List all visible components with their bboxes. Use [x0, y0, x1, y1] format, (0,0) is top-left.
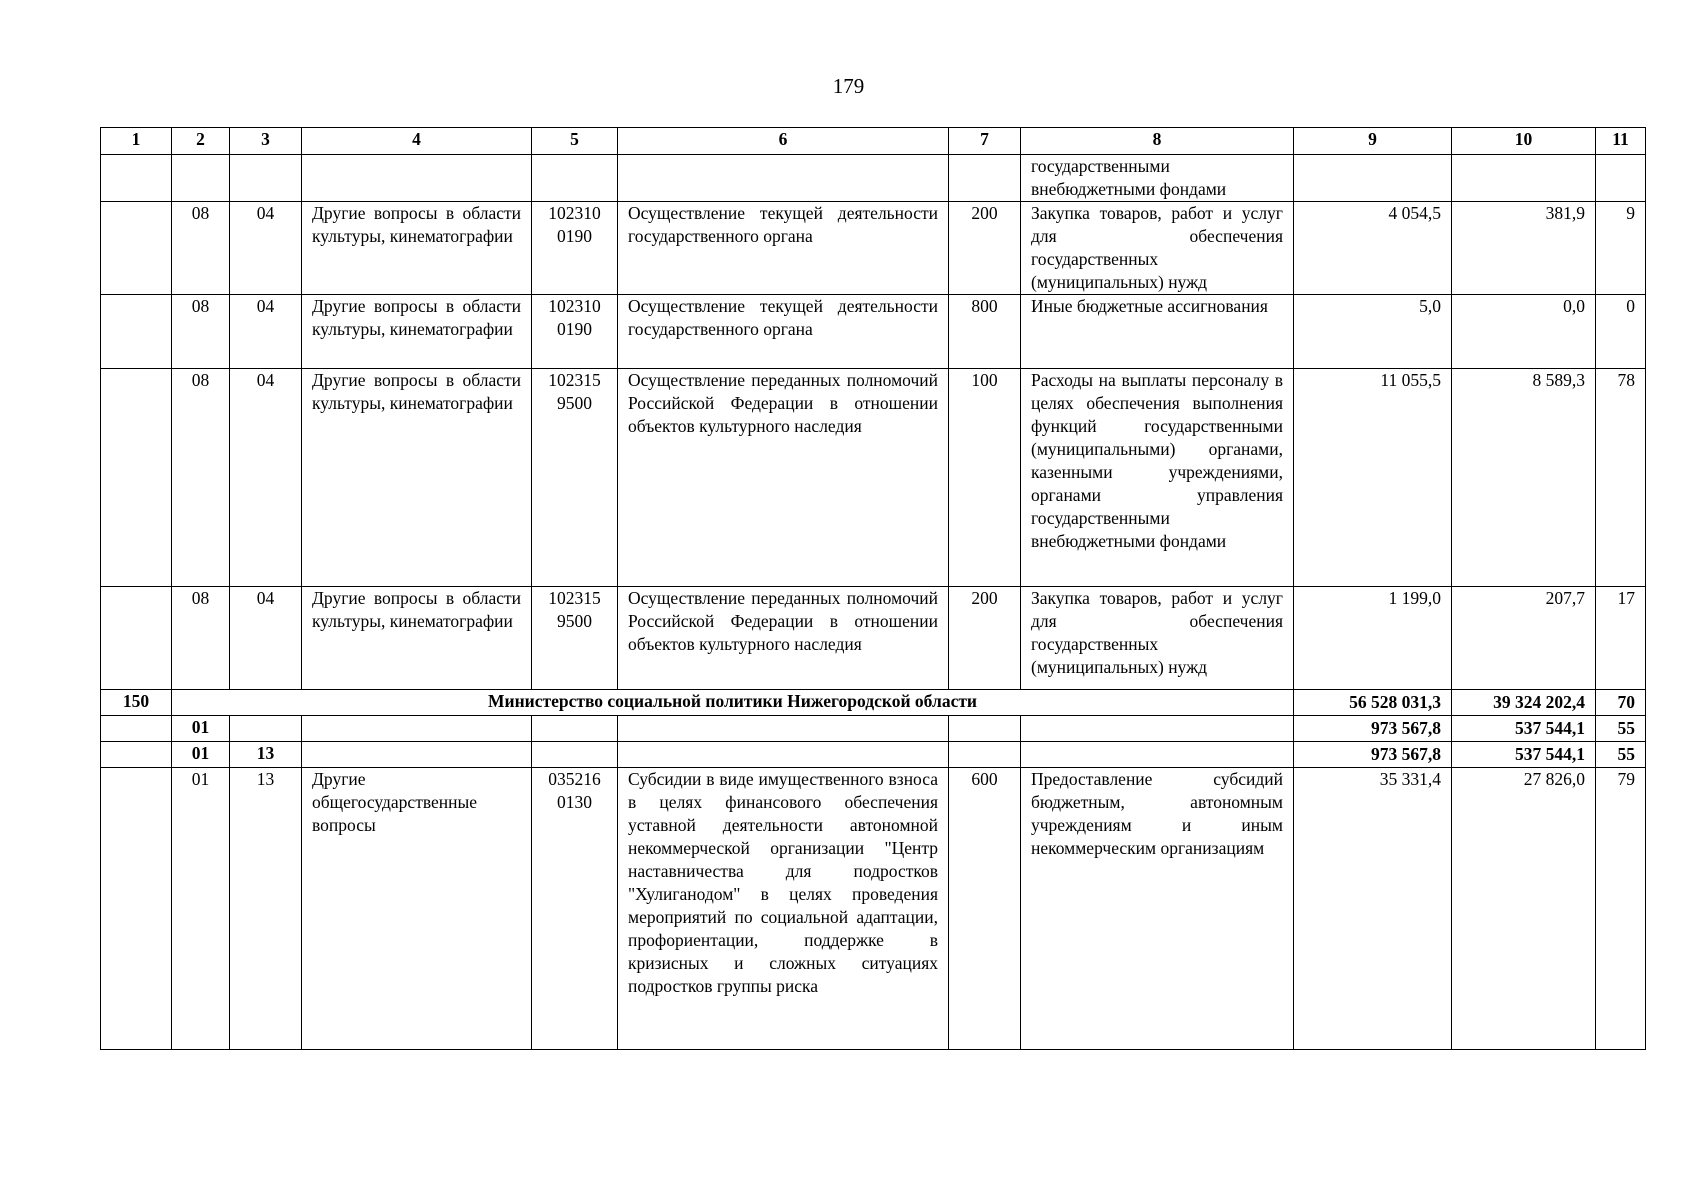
plan-value: 973 567,8 — [1294, 716, 1452, 742]
subsection-code: 13 — [230, 742, 302, 768]
table-row — [101, 587, 1646, 690]
target-article-name: Субсидии в виде имущественного взноса в целях финансового обеспечения уставной деятельности автономной некоммерческой организации "Центр наставничества для подростков "Хулиганодом" в целях проведения мероприятий по социальной адаптации, профориентации, поддержке в кризисных и сложных ситуациях подростков группы риска — [618, 768, 949, 1050]
percent-value: 70 — [1596, 690, 1646, 716]
expense-type-name: Иные бюджетные ассигнования — [1021, 295, 1294, 369]
percent-value: 55 — [1596, 742, 1646, 768]
header-cell: 2 — [172, 128, 230, 155]
expense-type-name: Предоставление субсидий бюджетным, автономным учреждениям и иным некоммерческим организациям — [1021, 768, 1294, 1050]
table-row — [101, 295, 1646, 369]
subsection-code: 04 — [230, 369, 302, 587]
fact-value: 537 544,1 — [1452, 716, 1596, 742]
target-article-name: Осуществление переданных полномочий Российской Федерации в отношении объектов культурного наследия — [618, 587, 949, 690]
header-cell: 3 — [230, 128, 302, 155]
target-article-code: 102315 9500 — [532, 369, 618, 587]
expense-type-code: 800 — [949, 295, 1021, 369]
percent-value: 9 — [1596, 202, 1646, 295]
subsection-name: Другие общегосударственные вопросы — [302, 768, 532, 1050]
table-row — [101, 768, 1646, 1050]
plan-value: 56 528 031,3 — [1294, 690, 1452, 716]
fact-value: 537 544,1 — [1452, 742, 1596, 768]
expense-type-code: 200 — [949, 202, 1021, 295]
plan-value: 35 331,4 — [1294, 768, 1452, 1050]
subsection-code: 04 — [230, 295, 302, 369]
header-cell: 4 — [302, 128, 532, 155]
subsection-code: 04 — [230, 587, 302, 690]
subsection-name: Другие вопросы в области культуры, кинематографии — [302, 369, 532, 587]
subsection-name: Другие вопросы в области культуры, кинематографии — [302, 295, 532, 369]
percent-value: 55 — [1596, 716, 1646, 742]
section-total-row — [101, 716, 1646, 742]
percent-value: 78 — [1596, 369, 1646, 587]
subsection-name: Другие вопросы в области культуры, кинематографии — [302, 587, 532, 690]
fact-value: 0,0 — [1452, 295, 1596, 369]
expense-type-code: 200 — [949, 587, 1021, 690]
header-cell: 9 — [1294, 128, 1452, 155]
plan-value: 5,0 — [1294, 295, 1452, 369]
budget-table — [100, 127, 1646, 1050]
ministry-name: Министерство социальной политики Нижегородской области — [172, 690, 1294, 716]
table-row — [101, 369, 1646, 587]
target-article-code: 035216 0130 — [532, 768, 618, 1050]
percent-value: 79 — [1596, 768, 1646, 1050]
section-code: 01 — [172, 716, 230, 742]
target-article-name: Осуществление переданных полномочий Российской Федерации в отношении объектов культурного наследия — [618, 369, 949, 587]
subsection-code: 04 — [230, 202, 302, 295]
target-article-name: Осуществление текущей деятельности государственного органа — [618, 295, 949, 369]
expense-type-name: Закупка товаров, работ и услуг для обеспечения государственных (муниципальных) нужд — [1021, 202, 1294, 295]
expense-type-name: Расходы на выплаты персоналу в целях обеспечения выполнения функций государственными (муниципальными) органами, казенными учреждениями, органами управления государственными внебюджетными фондами — [1021, 369, 1294, 587]
expense-type-code: 600 — [949, 768, 1021, 1050]
ministry-row — [101, 690, 1646, 716]
expense-type-cell — [1021, 155, 1294, 202]
target-article-code: 102310 0190 — [532, 295, 618, 369]
header-cell: 7 — [949, 128, 1021, 155]
section-code: 08 — [172, 202, 230, 295]
plan-value: 973 567,8 — [1294, 742, 1452, 768]
fact-value: 39 324 202,4 — [1452, 690, 1596, 716]
target-article-name: Осуществление текущей деятельности государственного органа — [618, 202, 949, 295]
section-code: 08 — [172, 369, 230, 587]
header-cell: 1 — [101, 128, 172, 155]
table-row — [101, 202, 1646, 295]
target-article-code: 102310 0190 — [532, 202, 618, 295]
section-code: 08 — [172, 295, 230, 369]
section-code: 01 — [172, 768, 230, 1050]
percent-value: 0 — [1596, 295, 1646, 369]
ministry-code: 150 — [101, 690, 172, 716]
header-cell: 5 — [532, 128, 618, 155]
plan-value: 4 054,5 — [1294, 202, 1452, 295]
expense-type-name: Закупка товаров, работ и услуг для обеспечения государственных (муниципальных) нужд — [1021, 587, 1294, 690]
text-line: государственными — [1031, 156, 1170, 176]
plan-value: 1 199,0 — [1294, 587, 1452, 690]
fact-value: 8 589,3 — [1452, 369, 1596, 587]
percent-value: 17 — [1596, 587, 1646, 690]
header-row — [101, 128, 1646, 155]
text-line: внебюджетными фондами — [1031, 179, 1227, 199]
plan-value: 11 055,5 — [1294, 369, 1452, 587]
fact-value: 27 826,0 — [1452, 768, 1596, 1050]
section-code: 01 — [172, 742, 230, 768]
continuation-row — [101, 155, 1646, 202]
header-cell: 11 — [1596, 128, 1646, 155]
fact-value: 381,9 — [1452, 202, 1596, 295]
section-code: 08 — [172, 587, 230, 690]
fact-value: 207,7 — [1452, 587, 1596, 690]
header-cell: 10 — [1452, 128, 1596, 155]
page-number: 179 — [832, 74, 865, 98]
header-cell: 8 — [1021, 128, 1294, 155]
subsection-code: 13 — [230, 768, 302, 1050]
expense-type-code: 100 — [949, 369, 1021, 587]
target-article-code: 102315 9500 — [532, 587, 618, 690]
header-cell: 6 — [618, 128, 949, 155]
subsection-name: Другие вопросы в области культуры, кинематографии — [302, 202, 532, 295]
subsection-total-row — [101, 742, 1646, 768]
